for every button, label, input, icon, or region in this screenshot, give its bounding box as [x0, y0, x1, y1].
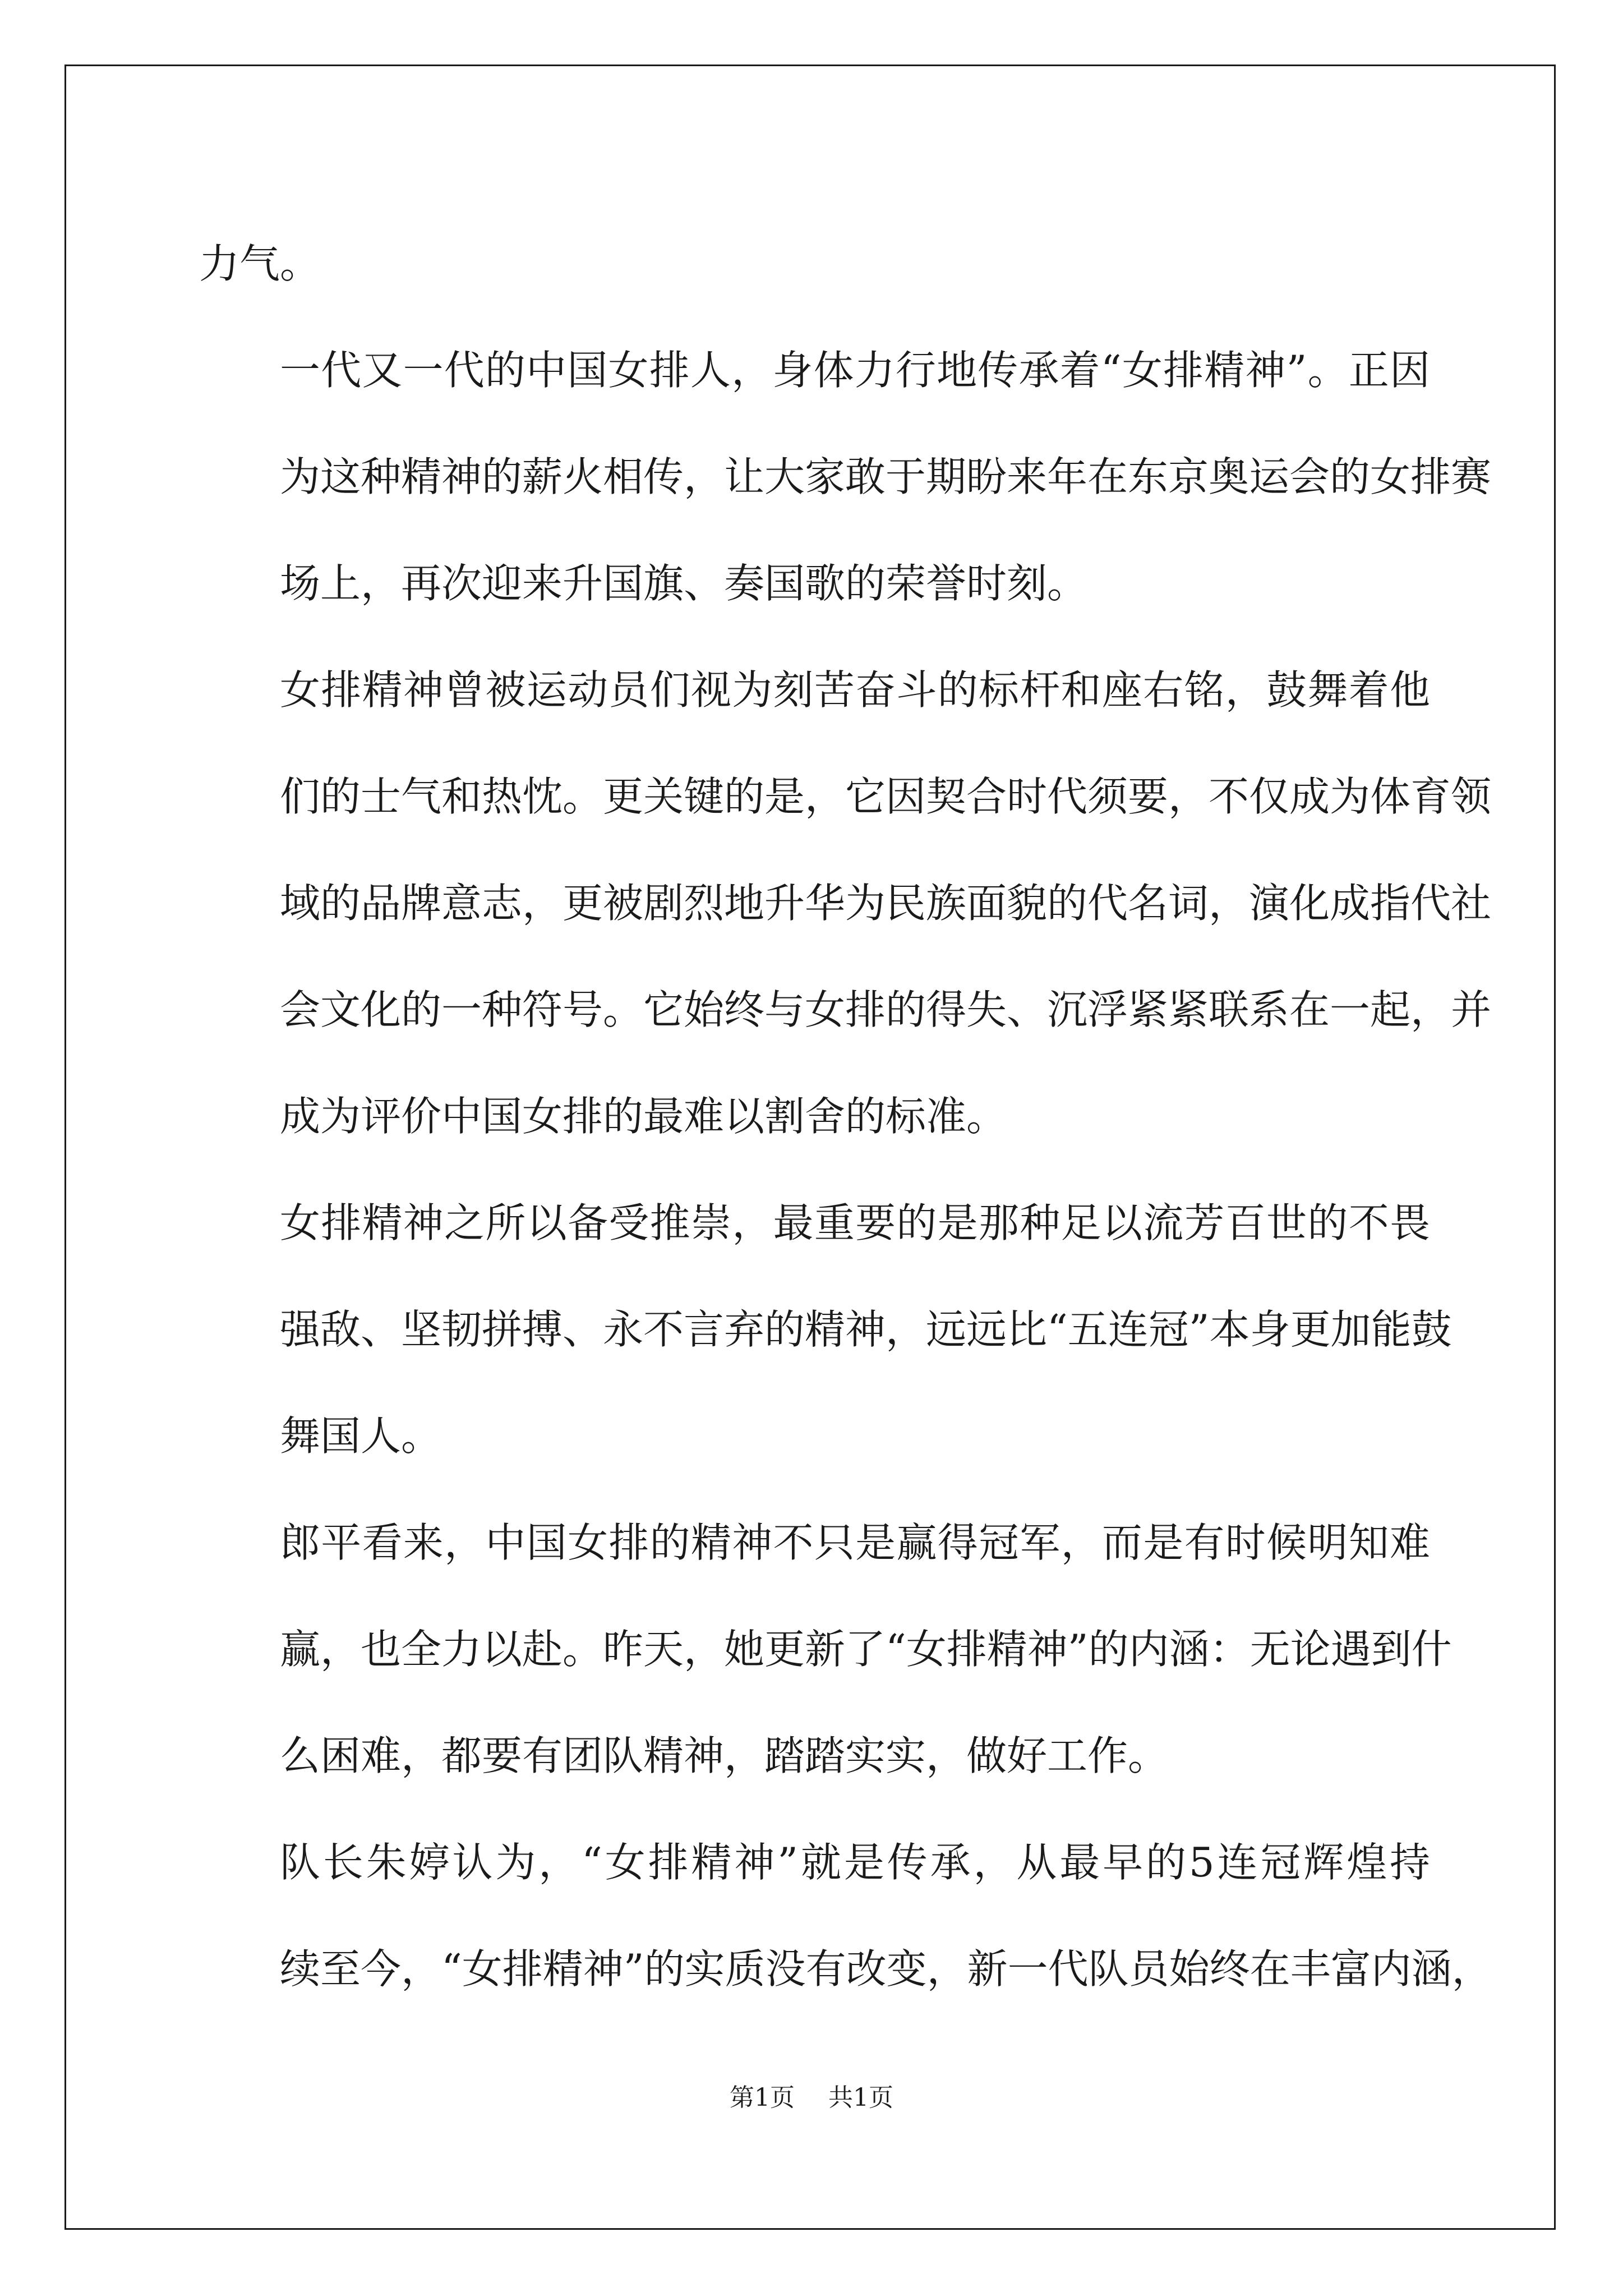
paragraph [199, 1170, 1452, 1489]
text-line: 场上，再次迎来升国旗、奏国歌的荣誉时刻。 [280, 560, 1088, 607]
paragraph [199, 637, 1492, 1170]
page-footer [0, 2081, 1623, 2115]
text-line: 一代又一代的中国女排人，身体力行地传承着“女排精神”。正因 [280, 347, 1430, 394]
text-line: 成为评价中国女排的最难以割舍的标准。 [280, 1093, 1007, 1140]
text-line: 女排精神之所以备受推崇，最重要的是那种足以流芳百世的不畏 [280, 1199, 1430, 1246]
text-line: 域的品牌意志，更被剧烈地升华为民族面貌的代名词，演化成指代社 [280, 880, 1492, 927]
paragraph [199, 1809, 1492, 2022]
text-line: 队长朱婷认为，“女排精神”就是传承，从最早的5连冠辉煌持 [280, 1839, 1430, 1886]
page-total: 共1页 [828, 2083, 893, 2112]
text-line: 强敌、坚韧拼搏、永不言弃的精神，远远比“五连冠”本身更加能鼓 [280, 1306, 1452, 1353]
text-line: 们的士气和热忱。更关键的是，它因契合时代须要，不仅成为体育领 [280, 773, 1492, 820]
text-line: 赢，也全力以赴。昨天，她更新了“女排精神”的内涵：无论遇到什 [280, 1626, 1452, 1673]
text-line: 女排精神曾被运动员们视为刻苦奋斗的标杆和座右铭，鼓舞着他 [280, 666, 1430, 714]
text-line: 舞国人。 [280, 1412, 442, 1460]
text-line: 力气。 [199, 240, 321, 287]
text-line: 么困难，都要有团队精神，踏踏实实，做好工作。 [280, 1732, 1169, 1779]
text-line: 续至今，“女排精神”的实质没有改变，新一代队员始终在丰富内涵， [280, 1945, 1492, 1993]
text-line: 为这种精神的薪火相传，让大家敢于期盼来年在东京奥运会的女排赛 [280, 453, 1492, 500]
text-line: 郎平看来，中国女排的精神不只是赢得冠军，而是有时候明知难 [280, 1519, 1430, 1566]
paragraph [199, 210, 1430, 317]
page-number: 第1页 [730, 2083, 795, 2112]
text-line: 会文化的一种符号。它始终与女排的得失、沉浮紧紧联系在一起，并 [280, 986, 1492, 1033]
document-body [199, 210, 1492, 2022]
paragraph [199, 1489, 1452, 1809]
paragraph [199, 317, 1492, 637]
